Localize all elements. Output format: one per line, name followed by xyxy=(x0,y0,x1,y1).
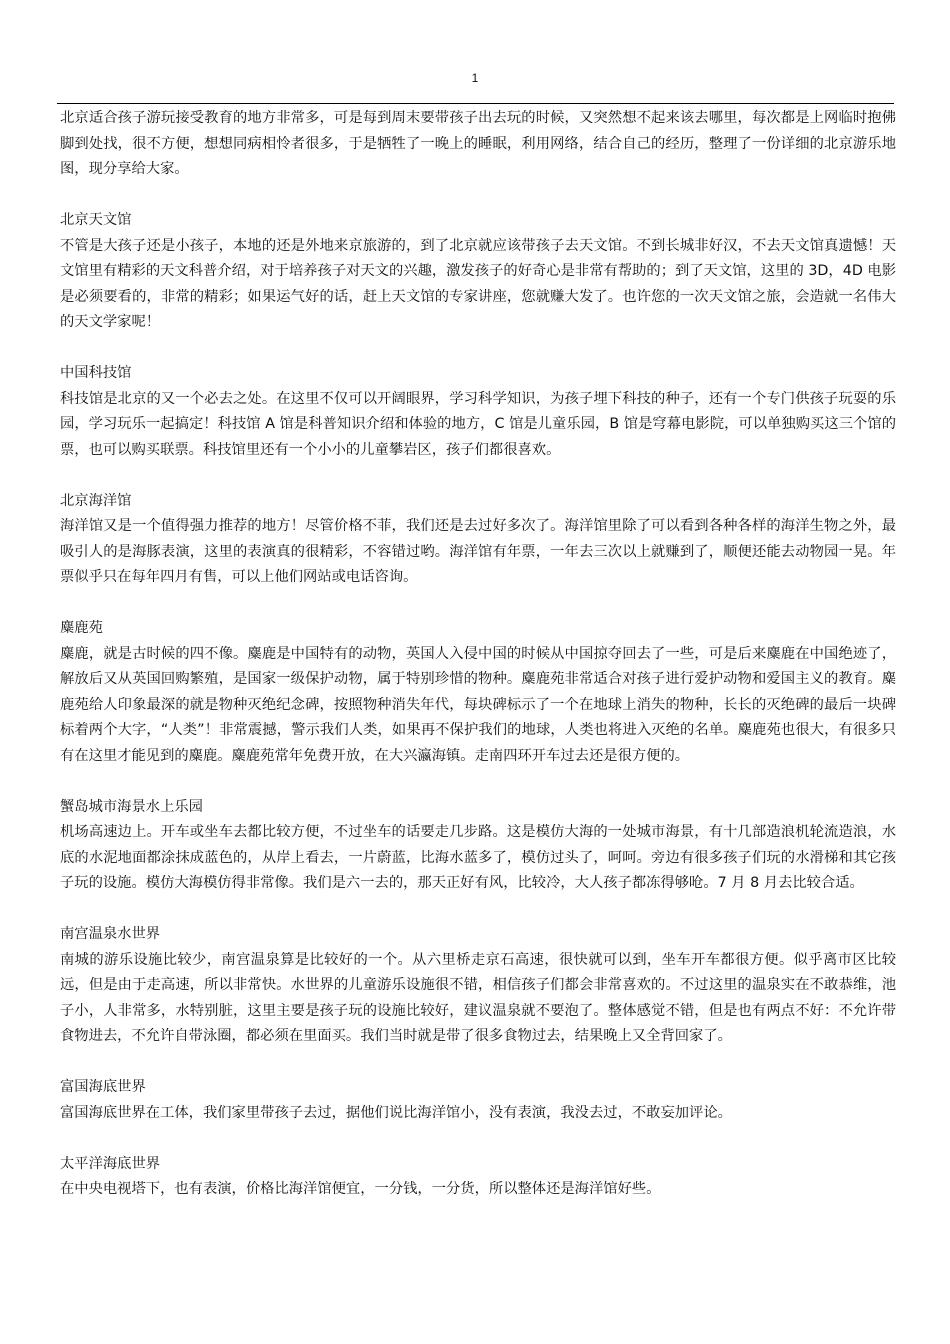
header-rule xyxy=(57,103,894,104)
section-body: 机场高速边上。开车或坐车去都比较方便，不过坐车的话要走几步路。这是模仿大海的一处城市海景，有十几部造浪机轮流造浪，水底的水泥地面都涂抹成蓝色的，从岸上看去，一片蔚蓝，比海水蓝多了，模仿过头了，呵呵。旁边有很多孩子们玩的水滑梯和其它孩子玩的设施。模仿大海模仿得非常像。我们是六一去的，那天正好有风，比较冷，大人孩子都冻得够呛。7 月 8 月去比较合适。 xyxy=(60,824,896,891)
section-body: 南城的游乐设施比较少，南宫温泉算是比较好的一个。从六里桥走京石高速，很快就可以到，坐车开车都很方便。似乎离市区比较远，但是由于走高速，所以非常快。水世界的儿童游乐设施很不错，相信孩子们都会非常喜欢的。不过这里的温泉实在不敢恭维，池子小，人非常多，水特别脏，这里主要是孩子玩的设施比较好，建议温泉就不要泡了。整体感觉不错，但是也有两点不好：不允许带食物进去，不允许自带泳圈，都必须在里面买。我们当时就是带了很多食物过去，结果晚上又全背回家了。 xyxy=(60,951,896,1044)
section-body: 科技馆是北京的又一个必去之处。在这里不仅可以开阔眼界，学习科学知识，为孩子埋下科技的种子，还有一个专门供孩子玩耍的乐园，学习玩乐一起搞定！科技馆 A 馆是科普知识介绍和体验的地方，C 馆是儿童乐园，B 馆是穹幕电影院，可以单独购买这三个馆的票，也可以购买联票。科技馆里还有一个小小的儿童攀岩区，孩子们都很喜欢。 xyxy=(60,390,896,458)
section-body: 富国海底世界在工体，我们家里带孩子去过，据他们说比海洋馆小，没有表演，我没去过，不敢妄加评论。 xyxy=(60,1104,732,1121)
section-crab-island-water-park xyxy=(60,795,896,897)
section-body: 不管是大孩子还是小孩子，本地的还是外地来京旅游的，到了北京就应该带孩子去天文馆。不到长城非好汉，不去天文馆真遗憾！天文馆里有精彩的天文科普介绍，对于培养孩子对天文的兴趣，激发孩子的好奇心是非常有帮助的；到了天文馆，这里的 3D，4D 电影是必须要看的，非常的精彩；如果运气好的话，赶上天文馆的专家讲座，您就赚大发了。也许您的一次天文馆之旅，会造就一名伟大的天文学家呢！ xyxy=(60,237,896,330)
section-body: 在中央电视塔下，也有表演，价格比海洋馆便宜，一分钱，一分货，所以整体还是海洋馆好些。 xyxy=(60,1181,661,1197)
intro-paragraph: 北京适合孩子游玩接受教育的地方非常多，可是每到周末要带孩子出去玩的时候，又突然想不起来该去哪里，每次都是上网临时抱佛脚到处找，很不方便，想想同病相怜者很多，于是牺牲了一晚上的睡眠，利用网络，结合自己的经历，整理了一份详细的北京游乐地图，现分享给大家。 xyxy=(60,110,896,177)
section-title: 南宫温泉水世界 xyxy=(60,926,161,942)
section-body: 海洋馆又是一个值得强力推荐的地方！尽管价格不菲，我们还是去过好多次了。海洋馆里除了可以看到各种各样的海洋生物之外，最吸引人的是海豚表演，这里的表演真的很精彩，不容错过哟。海洋馆有年票，一年去三次以上就赚到了，顺便还能去动物园一晃。年票似乎只在每年四月有售，可以上他们网站或电话咨询。 xyxy=(60,518,896,585)
section-title: 中国科技馆 xyxy=(60,365,132,381)
section-title: 北京海洋馆 xyxy=(60,492,132,509)
section-title: 麋鹿苑 xyxy=(60,620,103,636)
document-body xyxy=(60,106,896,1203)
section-fuguo-underwater-world xyxy=(60,1075,896,1126)
section-beijing-aquarium xyxy=(60,489,896,591)
section-beijing-planetarium xyxy=(60,208,896,336)
section-title: 北京天文馆 xyxy=(60,212,132,228)
section-milu-park xyxy=(60,616,896,769)
page-number: 1 xyxy=(471,71,479,85)
section-china-science-museum xyxy=(60,361,896,463)
section-nangong-hot-spring xyxy=(60,922,896,1050)
section-title: 蟹岛城市海景水上乐园 xyxy=(60,798,203,815)
section-title: 太平洋海底世界 xyxy=(60,1155,161,1172)
section-title: 富国海底世界 xyxy=(60,1079,146,1095)
section-pacific-underwater-world xyxy=(60,1152,896,1203)
section-body: 麋鹿，就是古时候的四不像。麋鹿是中国特有的动物，英国人入侵中国的时候从中国掠夺回去了一些，可是后来麋鹿在中国绝迹了，解放后又从英国回购繁殖，是国家一级保护动物，属于特别珍惜的物种。麋鹿苑非常适合对孩子进行爱护动物和爱国主义的教育。麋鹿苑给人印象最深的就是物种灭绝纪念碑，按照物种消失年代，每块碑标示了一个在地球上消失的物种，长长的灭绝碑的最后一块碑标着两个大字，“人类”！非常震撼，警示我们人类，如果再不保护我们的地球，人类也将进入灭绝的名单。麋鹿苑也很大，有很多只有在这里才能见到的麋鹿。麋鹿苑常年免费开放，在大兴瀛海镇。走南四环开车过去还是很方便的。 xyxy=(60,645,896,764)
